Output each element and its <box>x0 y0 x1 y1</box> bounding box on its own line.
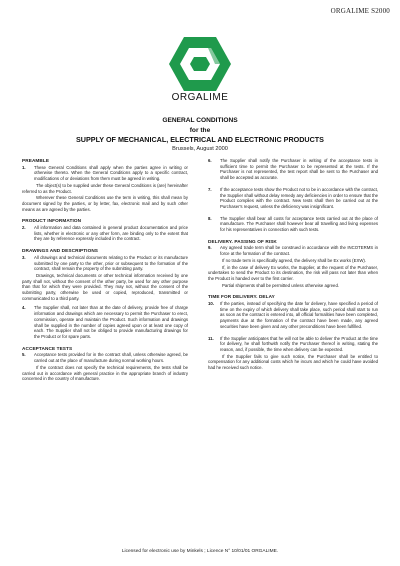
clause-text: If the Supplier anticipates that he will not be able to deliver the Product at the time for delivery, he shall forthwith notify the Purchaser thereof in writing, stating the reason, and, if possible, the time when delivery can be expected. <box>220 335 378 352</box>
document-reference: ORGALIME S2000 <box>330 7 390 15</box>
clause-text: All drawings and technical documents relating to the Product or its manufacture submitted by one party to the other, prior or subsequent to the formation of the contract, shall remain the property of the submitting party. <box>34 254 188 272</box>
title-line-3: SUPPLY OF MECHANICAL, ELECTRICAL AND ELECTRONIC PRODUCTS <box>76 135 324 144</box>
clause-number: 4. <box>22 305 26 311</box>
clause-text: The Supplier shall notify the Purchaser in writing of the acceptance tests in sufficient time to permit the Purchaser to be represented at the tests. If the Purchaser is not represented, the test report shall be sent to the Purchaser and shall be accepted as accurate. <box>220 158 378 181</box>
paragraph: If the contract does not specify the technical requirements, the tests shall be carried out in accordance with general practice in the appropriate branch of industry concerned in the country of manufacture. <box>22 364 188 382</box>
paragraph: Wherever these General Conditions use the term in writing, this shall mean by document signed by the parties, or by letter, fax, electronic mail and by such other means as are agreed by the parties. <box>22 195 188 212</box>
clause-number: 1. <box>22 164 26 170</box>
paragraph: If, in the case of delivery Ex works, the Supplier, at the request of the Purchaser, undertakes to send the Product to its destination, the risk will pass not later than when the Product is handed over to the first carrier. <box>208 264 378 281</box>
section-heading: ACCEPTANCE TESTS <box>22 345 73 351</box>
section-heading: PREAMBLE <box>22 158 50 163</box>
section-heading: DELIVERY. PASSING OF RISK <box>208 238 277 244</box>
paragraph: Drawings, technical documents or other technical information received by one party shall not, without the consent of the other party, be used for any other purpose than that for which they were provided. They may not, without the consent of the submitting party, otherwise be used or copied, reproduced, transmitted or communicated to a third party. <box>22 272 188 301</box>
clause-number: 11. <box>208 335 214 341</box>
clause-text: The Supplier shall bear all costs for acceptance tests carried out at the place of manufacture. The Purchaser shall however bear all travelling and living expenses for his representatives in connection with such tests. <box>220 215 378 233</box>
paragraph: The object(s) to be supplied under these General Conditions is (are) hereinafter referred to as the Product. <box>22 182 188 194</box>
clause-number: 7. <box>208 186 212 192</box>
clause <box>22 165 188 182</box>
left-column <box>22 158 188 383</box>
clause <box>22 352 188 363</box>
document-title <box>0 116 400 145</box>
section-heading: DRAWINGS AND DESCRIPTIONS <box>22 248 99 254</box>
paragraph: Partial shipments shall be permitted unless otherwise agreed. <box>222 282 340 288</box>
clause-text: All information and data contained in general product documentation and price lists, whether in electronic or any other form, are binding only to the extent that they are by reference expressly included in the contract. <box>34 225 188 242</box>
clause <box>208 336 378 353</box>
title-line-2: for the <box>189 126 211 134</box>
clause-number: 5. <box>22 352 26 358</box>
place-date: Brussels, August 2000 <box>172 146 228 152</box>
clause-number: 10. <box>208 301 214 307</box>
clause-text: Any agreed trade term shall be construed in accordance with the INCOTERMS in force at the formation of the contract. <box>220 245 378 257</box>
title-line-1: GENERAL CONDITIONS <box>162 117 238 124</box>
clause <box>22 305 188 339</box>
license-footer: Licensed for electronic use by Minkels ; Licence N° 10/01/01 ORGALIME. <box>121 549 279 554</box>
clause <box>208 158 378 181</box>
section-heading: TIME FOR DELIVERY. DELAY <box>208 294 275 300</box>
clause-number: 3. <box>22 254 26 260</box>
clause <box>22 255 188 272</box>
clause <box>208 216 378 233</box>
clause-number: 8. <box>208 215 212 221</box>
clause-text: If the parties, instead of specifying the date for delivery, have specified a period of time on the expiry of which delivery shall take place, such period shall start to run as soon as the contract is entered into, all official formalities have been completed, payments due at the formation of the contract have been made, any agreed securities have been given and any other preconditions have been fulfilled. <box>220 301 378 329</box>
right-column <box>208 158 378 372</box>
orgalime-logo-icon <box>168 36 232 92</box>
clause-number: 2. <box>22 225 26 231</box>
clause-text: The Supplier shall, not later than at the date of delivery, provide free of charge information and drawings which are necessary to permit the Purchaser to erect, commission, operate and maintain the Product. Such information and drawings shall be supplied in the number of copies agreed upon or at least one copy of each. The Supplier shall not be obliged to provide manufacturing drawings for the Product or for spare parts. <box>34 305 188 339</box>
clause-text: These General Conditions shall apply when the parties agree in writing or otherwise thereto. When the General Conditions apply to a specific contract, modifications of or deviations from them must be agreed in writing. <box>34 164 188 182</box>
clause-number: 9. <box>208 245 212 251</box>
paragraph: If no trade term is specifically agreed, the delivery shall be Ex works (EXW). <box>222 257 367 263</box>
logo-wordmark: ORGALIME <box>171 92 229 103</box>
section-heading: PRODUCT INFORMATION <box>22 218 82 224</box>
clause <box>208 301 378 330</box>
clause-text: If the acceptance tests show the Product not to be in accordance with the contract, the Supplier shall without delay remedy any deficiencies in order to ensure that the Product complies with the contract. New tests shall then be carried out at the Purchaser's request, unless the deficiency was insignificant. <box>220 186 378 209</box>
clause <box>208 187 378 210</box>
clause <box>22 225 188 242</box>
clause-number: 6. <box>208 158 212 163</box>
clause <box>208 245 378 256</box>
paragraph: If the Supplier fails to give such notice, the Purchaser shall be entitled to compensation for any additional costs which he incurs and which he could have avoided had he received such notice. <box>208 353 378 371</box>
clause-text: Acceptance tests provided for in the contract shall, unless otherwise agreed, be carried out at the place of manufacture during normal working hours. <box>34 352 188 364</box>
